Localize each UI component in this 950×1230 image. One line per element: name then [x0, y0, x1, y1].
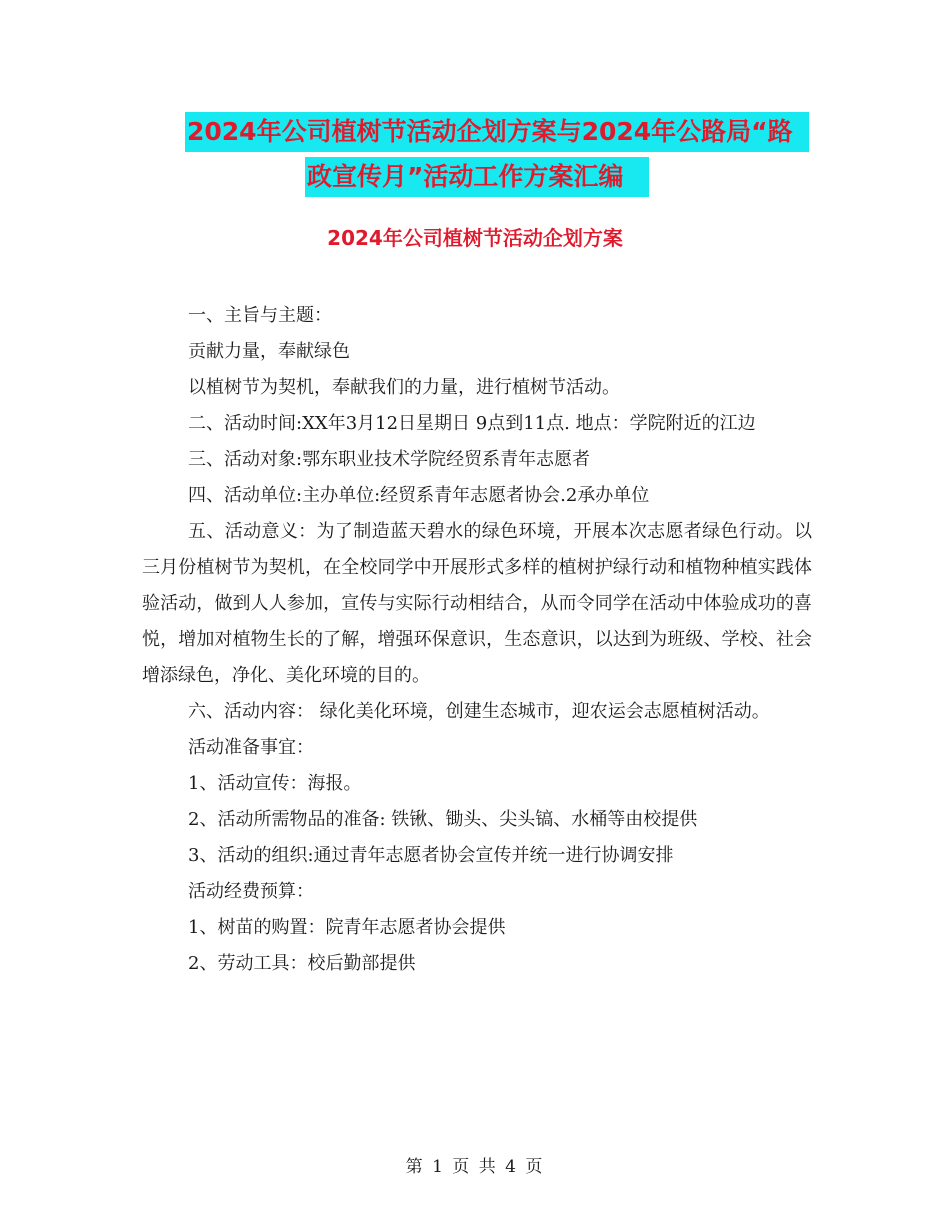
title-highlight-2: 政宣传月”活动工作方案汇编 — [305, 157, 649, 197]
title-line-1 — [0, 110, 950, 155]
paragraph: 2、活动所需物品的准备: 铁锹、锄头、尖头镐、水桶等由校提供 — [188, 809, 698, 830]
document-body — [142, 298, 812, 982]
title-line-2 — [0, 155, 950, 200]
section-title: 2024年公司植树节活动企划方案 — [327, 226, 623, 250]
paragraph: 贡献力量，奉献绿色 — [188, 341, 350, 362]
paragraph: 2、劳动工具：校后勤部提供 — [188, 953, 416, 974]
paragraph: 六、活动内容： 绿化美化环境，创建生态城市，迎农运会志愿植树活动。 — [188, 701, 770, 722]
page-footer: 第 1 页 共 4 页 — [405, 1157, 545, 1177]
paragraph: 1、树苗的购置：院青年志愿者协会提供 — [188, 917, 506, 938]
paragraph: 二、活动时间:XX年3月12日星期日 9点到11点. 地点：学院附近的江边 — [188, 413, 756, 434]
paragraph: 三、活动对象:鄂东职业技术学院经贸系青年志愿者 — [188, 449, 591, 470]
paragraph: 以植树节为契机，奉献我们的力量，进行植树节活动。 — [188, 377, 620, 398]
paragraph: 活动经费预算： — [188, 881, 314, 902]
paragraph: 3、活动的组织:通过青年志愿者协会宣传并统一进行协调安排 — [188, 845, 674, 866]
paragraph: 四、活动单位:主办单位:经贸系青年志愿者协会.2承办单位 — [188, 485, 650, 506]
paragraph: 五、活动意义：为了制造蓝天碧水的绿色环境，开展本次志愿者绿色行动。以三月份植树节为契机，在全校同学中开展形式多样的植树护绿行动和植物种植实践体验活动，做到人人参加，宣传与实际行动相结合，从而令同学在活动中体验成功的喜悦，增加对植物生长的了解，增强环保意识，生态意识，以达到为班级、学校、社会增添绿色，净化、美化环境的目的。 — [142, 521, 812, 686]
paragraph: 活动准备事宜： — [188, 737, 314, 758]
title-highlight-1: 2024年公司植树节活动企划方案与2024年公路局“路 — [185, 112, 809, 152]
paragraph: 1、活动宣传：海报。 — [188, 773, 362, 794]
paragraph: 一、主旨与主题： — [188, 305, 332, 326]
document-title — [0, 110, 950, 200]
